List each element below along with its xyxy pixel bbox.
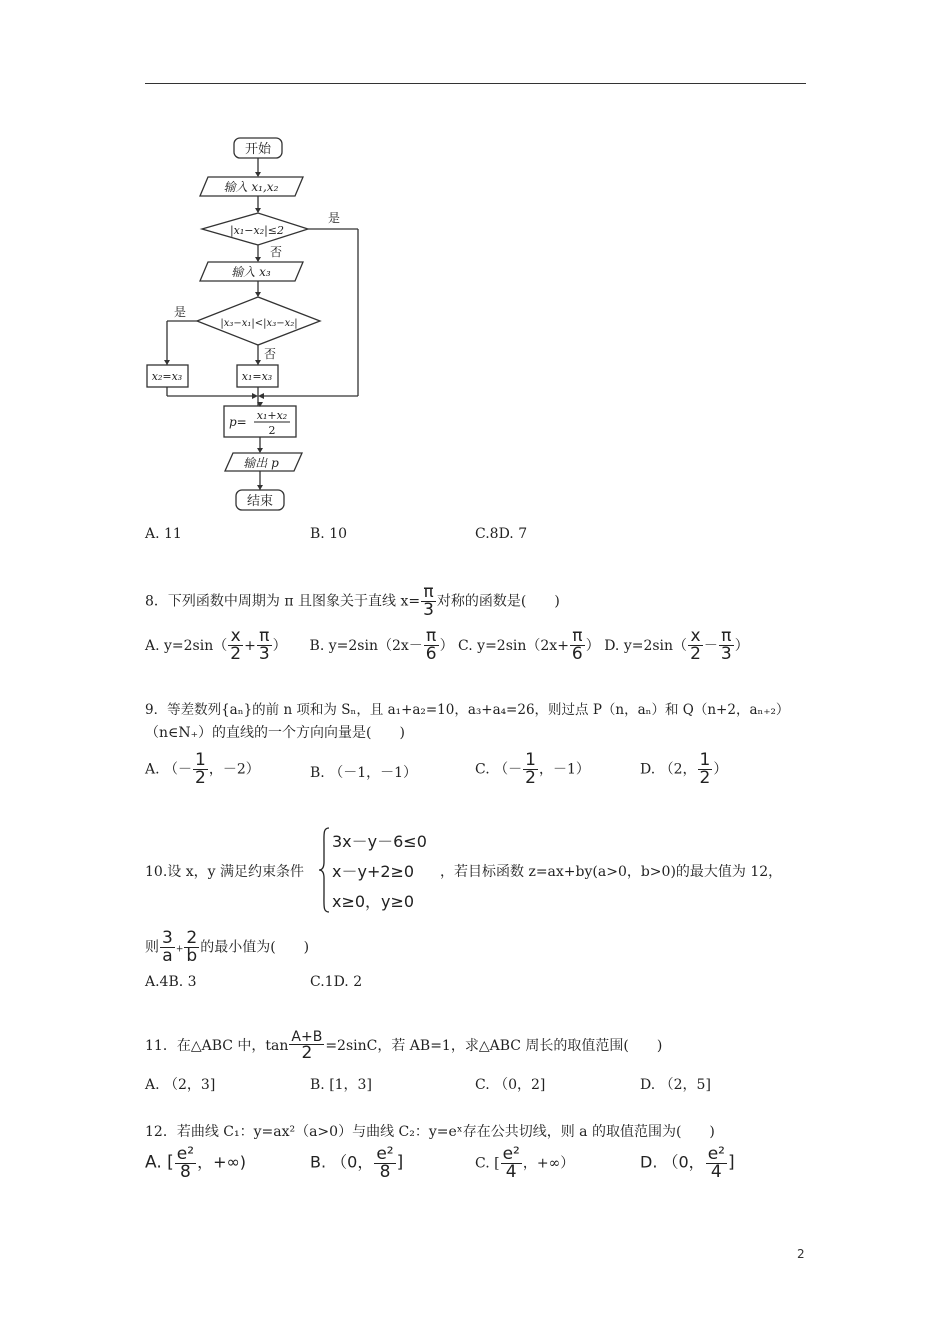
flow-assign-right: x₁=x₃ <box>241 370 273 383</box>
flow-input1: 输入 x₁,x₂ <box>223 180 279 194</box>
q8-stem-tail: 对称的函数是( ) <box>436 593 560 610</box>
q7-option-b: B. 10 <box>310 526 348 542</box>
q7-option-a: A. 11 <box>145 526 182 542</box>
brace-icon <box>318 826 330 914</box>
q9-option-a: A. （－ $\frac{1}{2}$ ，－2） <box>145 750 260 788</box>
q10-line2: 则 $\frac{3}{a}$ + $\frac{2}{b}$ 的最小值为( ) <box>145 928 310 966</box>
q11-option-a: A. （2，3] <box>145 1077 216 1093</box>
q8-option-c: C. y=2sin（2x+ $\frac{\pi}{6}$ ） <box>458 626 600 664</box>
q10-constraint-2: x－y+2≥0 <box>332 862 415 881</box>
flow-compute-num: x₁+x₂ <box>256 409 288 422</box>
q8-stem <box>145 584 560 619</box>
q8-options <box>145 628 749 663</box>
q8-stem-text: 8．下列函数中周期为 π 且图象关于直线 x= <box>145 593 421 610</box>
flow-end: 结束 <box>246 494 274 509</box>
q11-stem: 11．在△ABC 中，tan $\frac{A+B}{2}$ =2sinC，若 AB=1，求△ABC 周长的取值范围( ) <box>145 1029 663 1063</box>
flow-cond1: |x₁−x₂|≤2 <box>229 224 285 237</box>
q8-option-a: A. y=2sin（ $\frac{x}{2}$ + $\frac{\pi}{3}$ ） <box>145 626 287 664</box>
flow-no-1: 否 <box>270 245 283 259</box>
q9-option-d: D. （2， $\frac{1}{2}$ ） <box>640 750 728 788</box>
flow-assign-left: x₂=x₃ <box>151 370 183 383</box>
flow-output: 输出 p <box>243 456 279 470</box>
flow-no-2: 否 <box>264 347 277 361</box>
q11-option-b: B. [1，3] <box>310 1077 372 1093</box>
q12-option-c: C. [ $\frac{\text{e²}}{4}$ ，+∞） <box>475 1144 575 1182</box>
flow-yes-2: 是 <box>174 305 187 319</box>
flow-start: 开始 <box>244 142 272 157</box>
q12-stem: 12．若曲线 C₁：y=ax²（a>0）与曲线 C₂：y=eˣ存在公共切线，则 a 的取值范围为( ) <box>145 1124 715 1140</box>
frac-den: 3 <box>423 600 434 620</box>
q11-option-d: D. （2，5] <box>640 1077 711 1093</box>
q9-option-c: C. （－ $\frac{1}{2}$ ，－1） <box>475 750 590 788</box>
q9-stem-line2: （n∈N₊）的直线的一个方向向量是( ) <box>145 725 405 741</box>
q10-option-ab: A.4B. 3 <box>145 974 197 990</box>
q8-frac <box>421 584 436 619</box>
q12-option-d: D. （0， $\frac{\text{e²}}{4}$ ] <box>640 1144 735 1182</box>
q8-option-b: B. y=2sin（2x－ $\frac{\pi}{6}$ ） <box>309 626 454 664</box>
q10-option-cd: C.1D. 2 <box>310 974 363 990</box>
q10-stem-pre: 10.设 x，y 满足约束条件 <box>145 864 304 880</box>
q12-option-a: A. [ $\frac{\text{e²}}{8}$ ，+∞) <box>145 1144 247 1182</box>
flow-yes-1: 是 <box>328 211 341 225</box>
frac-num: π <box>421 584 436 602</box>
flow-compute-den: 2 <box>268 424 276 437</box>
flow-cond2: |x₃−x₁|<|x₃−x₂| <box>220 318 298 329</box>
flowchart <box>140 130 380 520</box>
q11-option-c: C. （0，2] <box>475 1077 546 1093</box>
q8-option-d: D. y=2sin（ $\frac{x}{2}$ － $\frac{\pi}{3}$ ） <box>604 626 749 664</box>
header-rule <box>145 83 806 84</box>
q9-option-b: B. （－1，－1） <box>310 765 418 781</box>
q10-constraint-3: x≥0，y≥0 <box>332 892 415 911</box>
q12-option-b: B. （0， $\frac{\text{e²}}{8}$ ] <box>310 1144 404 1182</box>
q10-constraint-1: 3x－y－6≤0 <box>332 832 427 851</box>
q7-option-cd: C.8D. 7 <box>475 526 528 542</box>
flow-compute-lhs: p= <box>229 415 247 429</box>
flow-input2: 输入 x₃ <box>231 265 271 279</box>
q10-stem-post: ，若目标函数 z=ax+by(a>0，b>0)的最大值为 12， <box>440 864 783 880</box>
q9-stem-line1: 9．等差数列{aₙ}的前 n 项和为 Sₙ，且 a₁+a₂=10，a₃+a₄=26，则过点 P（n，aₙ）和 Q（n+2，aₙ₊₂） <box>145 702 790 718</box>
page-number: 2 <box>797 1247 805 1261</box>
